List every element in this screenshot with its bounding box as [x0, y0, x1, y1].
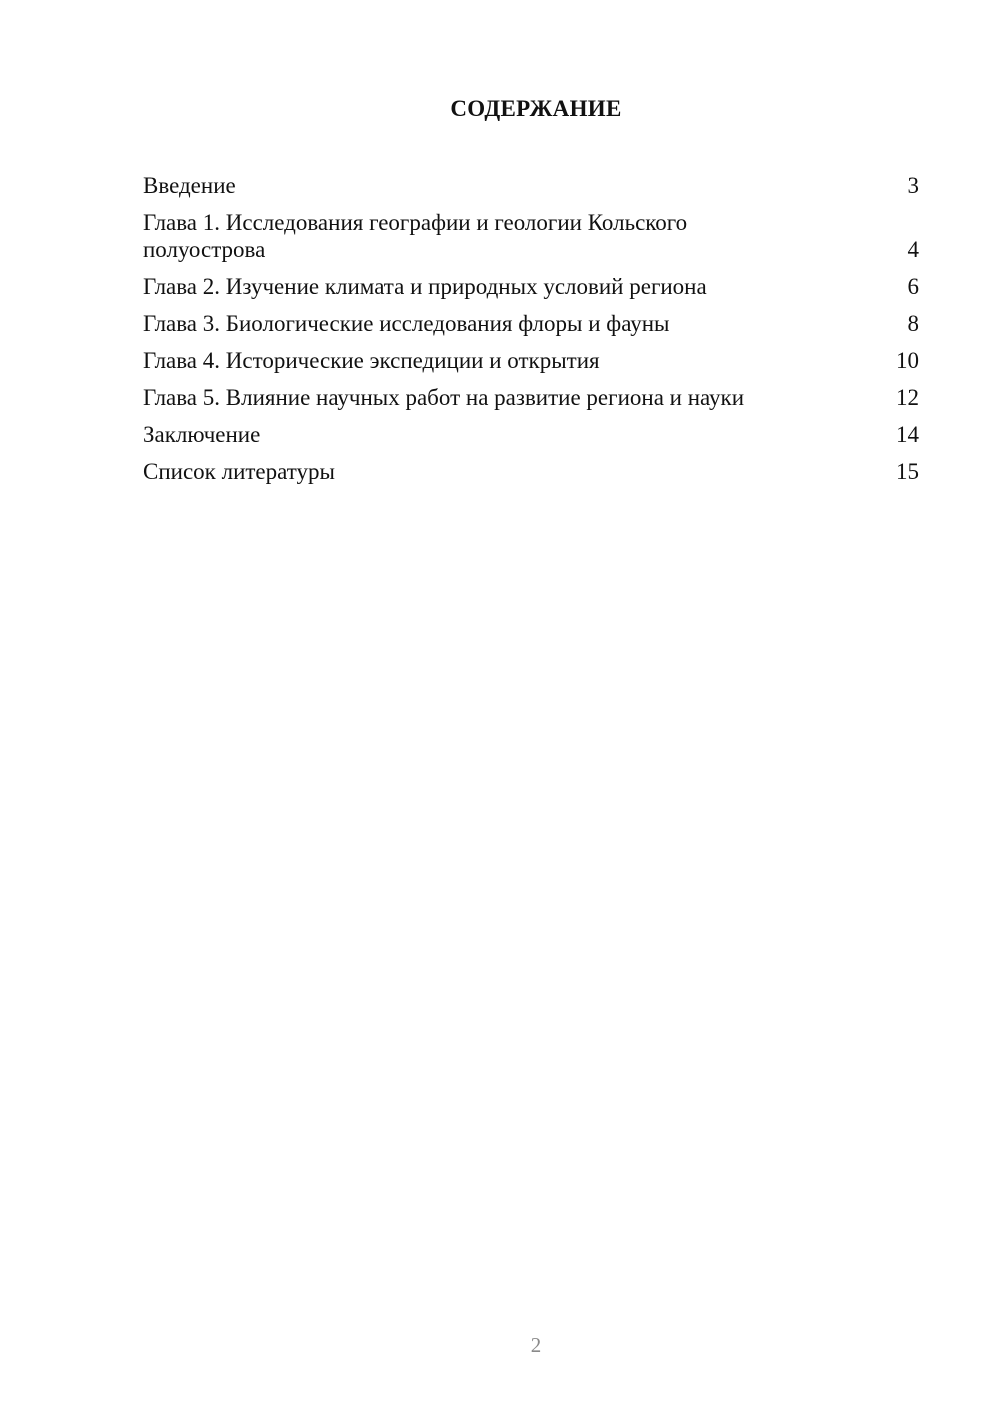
toc-entry-page: 6 — [907, 274, 919, 299]
toc-entry-page: 8 — [907, 311, 919, 336]
toc-entry-chapter-2[interactable] — [143, 273, 919, 300]
toc-entry-label: Глава 5. Влияние научных работ на развитие региона и науки — [143, 385, 745, 410]
toc-list — [143, 172, 919, 495]
toc-entry-label: Глава 4. Исторические экспедиции и открытия — [143, 348, 600, 373]
toc-entry-page: 4 — [907, 237, 919, 262]
toc-entry-label: Глава 2. Изучение климата и природных условий региона — [143, 274, 707, 299]
toc-entry-references[interactable] — [143, 458, 919, 485]
toc-entry-label: Глава 3. Биологические исследования флоры и фауны — [143, 311, 670, 336]
toc-entry-chapter-4[interactable] — [143, 347, 919, 374]
toc-entry-introduction[interactable] — [143, 172, 919, 199]
toc-entry-page: 10 — [896, 348, 919, 373]
toc-entry-conclusion[interactable] — [143, 421, 919, 448]
toc-entry-page: 12 — [896, 385, 919, 410]
toc-entry-chapter-3[interactable] — [143, 310, 919, 337]
toc-entry-label: Глава 1. Исследования географии и геологии Кольского полуострова — [143, 210, 688, 262]
toc-entry-label: Список литературы — [143, 459, 335, 484]
toc-entry-label: Введение — [143, 173, 236, 198]
toc-entry-page: 14 — [896, 422, 919, 447]
toc-entry-chapter-1[interactable] — [143, 209, 919, 263]
toc-entry-page: 15 — [896, 459, 919, 484]
toc-entry-page: 3 — [907, 173, 919, 198]
page-number: 2 — [530, 1333, 542, 1357]
toc-title: СОДЕРЖАНИЕ — [450, 96, 622, 121]
toc-entry-label: Заключение — [143, 422, 261, 447]
toc-entry-chapter-5[interactable] — [143, 384, 919, 411]
